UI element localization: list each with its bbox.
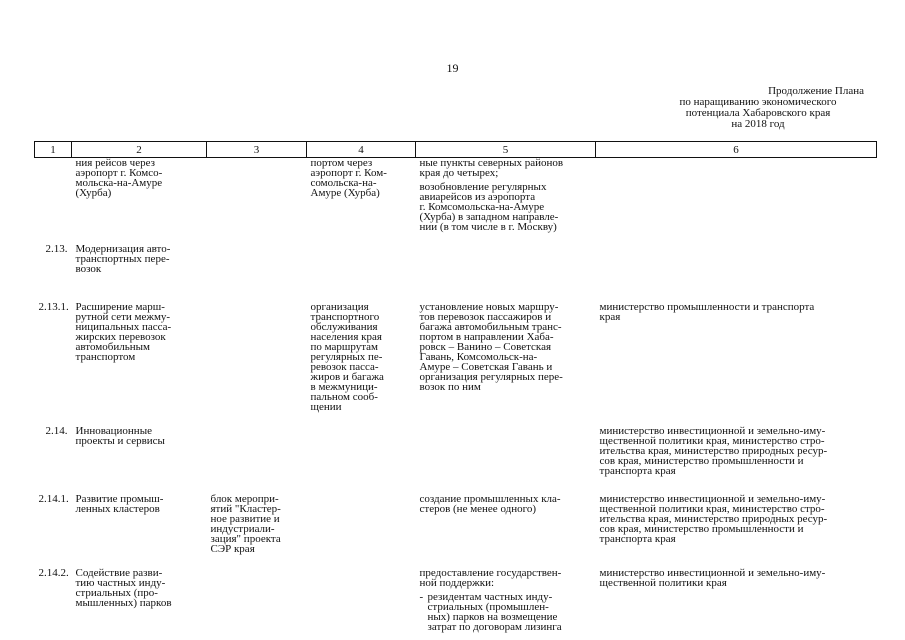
table-row — [35, 244, 877, 302]
cell-line: обслуживания — [310, 321, 378, 333]
activity-cell — [72, 426, 207, 494]
row-number-cell: 2.14. — [45, 425, 68, 437]
result-cell — [416, 568, 596, 632]
cell-line: багажа автомобильным транс- — [419, 321, 562, 333]
cell-line: мышленных) парков — [75, 597, 172, 609]
cell-line: Развитие промыш- — [75, 493, 164, 505]
result-cell — [416, 158, 596, 245]
responsible-cell — [596, 494, 877, 568]
activity-cell — [72, 568, 207, 632]
column-header: 1 — [35, 142, 72, 158]
column-header: 6 — [596, 142, 877, 158]
cell-line: щении — [310, 401, 342, 413]
cell-line: ревозок пасса- — [310, 361, 379, 373]
cell-line: аэропорт г. Ком- — [310, 167, 387, 179]
cell-line: ровск – Ванино – Советская — [419, 341, 552, 353]
column-header: 4 — [307, 142, 416, 158]
table-row — [35, 158, 877, 245]
cell-line: регулярных пе- — [310, 351, 383, 363]
row-number-cell: 2.13. — [45, 243, 68, 255]
plan-table — [34, 141, 877, 632]
continuation-title: Продолжение Плана — [768, 85, 864, 97]
continuation-line: на 2018 год — [731, 118, 785, 130]
cell-line: ной поддержки: — [419, 577, 495, 589]
cell-line: тов перевозок пассажиров и — [419, 311, 552, 323]
bullet-text — [428, 592, 592, 632]
goal-cell — [307, 426, 416, 494]
table-row — [35, 426, 877, 494]
row-number-cell: 2.14.2. — [38, 567, 69, 579]
project-block-cell — [207, 568, 307, 632]
row-number-cell: 2.13.1. — [38, 301, 69, 313]
cell-line: жирских перевозок — [75, 331, 166, 343]
responsible-cell — [596, 302, 877, 426]
cell-line: щественной политики края — [599, 577, 727, 589]
cell-line: щественной политики края, министерство стро- — [599, 503, 825, 515]
cell-line: (Хурба) в западном направле- — [419, 211, 559, 223]
cell-line: возобновление регулярных — [419, 181, 547, 193]
cell-line: организация регулярных пере- — [419, 371, 563, 383]
row-number-cell — [35, 158, 72, 245]
result-cell — [416, 302, 596, 426]
continuation-line: потенциала Хабаровского края — [685, 107, 831, 119]
cell-line: Инновационные — [75, 425, 152, 437]
goal-cell — [307, 302, 416, 426]
bullet-item — [420, 592, 592, 632]
cell-line: транспорта края — [599, 465, 676, 477]
cell-line: министерство инвестиционной и земельно-иму- — [599, 567, 826, 579]
cell-line: возок по ним — [419, 381, 481, 393]
cell-line: министерство инвестиционной и земельно-иму- — [599, 493, 826, 505]
cell-line: ные пункты северных районов — [419, 157, 564, 169]
page-number: 19 — [446, 61, 459, 75]
result-cell — [416, 426, 596, 494]
continuation-line: по наращиванию экономического — [679, 96, 837, 108]
result-cell — [416, 244, 596, 302]
activity-cell — [72, 494, 207, 568]
table-row — [35, 568, 877, 632]
responsible-cell — [596, 426, 877, 494]
cell-line: сомольска-на- — [310, 177, 377, 189]
column-header: 2 — [72, 142, 207, 158]
activity-cell — [72, 244, 207, 302]
result-paragraph — [420, 494, 592, 514]
column-header: 5 — [416, 142, 596, 158]
cell-line: населения края — [310, 331, 382, 343]
cell-line: аэропорт г. Комсо- — [75, 167, 163, 179]
cell-line: г. Комсомольска-на-Амуре — [419, 201, 545, 213]
cell-line: тию частных инду- — [75, 577, 166, 589]
cell-line: Амуре – Советская Гавань и — [419, 361, 553, 373]
cell-line: ятий "Кластер- — [210, 503, 281, 515]
cell-line: министерство инвестиционной и земельно-иму- — [599, 425, 826, 437]
cell-line: жиров и багажа — [310, 371, 384, 383]
cell-line: ниципальных пасса- — [75, 321, 172, 333]
table-row — [35, 494, 877, 568]
responsible-cell — [596, 568, 877, 632]
row-number-cell: 2.14.1. — [38, 493, 69, 505]
table-body — [35, 158, 877, 633]
project-block-cell — [207, 302, 307, 426]
cell-line: портом через — [310, 157, 373, 169]
cell-line: в межмуници- — [310, 381, 378, 393]
cell-line: транспортных пере- — [75, 253, 170, 265]
cell-line: блок меропри- — [210, 493, 279, 505]
cell-line: ния рейсов через — [75, 157, 155, 169]
cell-line: рутной сети межму- — [75, 311, 171, 323]
table-row — [35, 302, 877, 426]
cell-line: автомобильным — [75, 341, 150, 353]
cell-line: сов края, министерство промышленности и — [599, 523, 804, 535]
cell-line: края до четырех; — [419, 167, 499, 179]
cell-line: индустриали- — [210, 523, 275, 535]
goal-cell — [307, 244, 416, 302]
result-paragraph — [420, 302, 592, 392]
cell-line: по маршрутам — [310, 341, 379, 353]
table-header-row — [35, 142, 877, 158]
cell-line: ительства края, министерство природных ресур- — [599, 445, 828, 457]
project-block-cell — [207, 494, 307, 568]
cell-line: СЭР края — [210, 543, 255, 555]
cell-line: Гавань, Комсомольск-на- — [419, 351, 538, 363]
cell-line: (Хурба) — [75, 187, 112, 199]
cell-line: транспорта края — [599, 533, 676, 545]
cell-line: пальном сооб- — [310, 391, 378, 403]
goal-cell — [307, 158, 416, 245]
cell-line: Модернизация авто- — [75, 243, 171, 255]
cell-line: министерство промышленности и транспорта — [599, 301, 815, 313]
goal-cell — [307, 494, 416, 568]
project-block-cell — [207, 244, 307, 302]
cell-line: Содействие разви- — [75, 567, 163, 579]
cell-line: авиарейсов из аэропорта — [419, 191, 536, 203]
cell-line: стриальных (про- — [75, 587, 158, 599]
result-paragraph — [420, 158, 592, 178]
cell-line: возок — [75, 263, 102, 275]
cell-line: транспортом — [75, 351, 136, 363]
cell-line: портом в направлении Хаба- — [419, 331, 554, 343]
cell-line: организация — [310, 301, 369, 313]
continuation-header — [648, 86, 868, 130]
cell-line: края — [599, 311, 621, 323]
cell-line: стриальных (промышлен- — [427, 601, 549, 613]
result-paragraph — [420, 568, 592, 588]
cell-line: транспортного — [310, 311, 380, 323]
activity-cell — [72, 302, 207, 426]
result-paragraph — [420, 182, 592, 232]
project-block-cell — [207, 158, 307, 245]
responsible-cell — [596, 158, 877, 245]
cell-line: сов края, министерство промышленности и — [599, 455, 804, 467]
cell-line: ленных кластеров — [75, 503, 160, 515]
responsible-cell — [596, 244, 877, 302]
cell-line: предоставление государствен- — [419, 567, 562, 579]
goal-cell — [307, 568, 416, 632]
column-header: 3 — [207, 142, 307, 158]
cell-line: зация" проекта — [210, 533, 281, 545]
cell-line: установление новых маршру- — [419, 301, 559, 313]
cell-line: мольска-на-Амуре — [75, 177, 163, 189]
project-block-cell — [207, 426, 307, 494]
cell-line: нии (в том числе в г. Москву) — [419, 221, 557, 233]
activity-cell — [72, 158, 207, 245]
cell-line: затрат по договорам лизинга — [427, 621, 562, 633]
cell-line: Расширение марш- — [75, 301, 165, 313]
cell-line: Амуре (Хурба) — [310, 187, 380, 199]
cell-line: резидентам частных инду- — [427, 591, 553, 603]
cell-line: стеров (не менее одного) — [419, 503, 537, 515]
cell-line: ных) парков на возмещение — [427, 611, 558, 623]
cell-line: щественной политики края, министерство стро- — [599, 435, 825, 447]
result-cell — [416, 494, 596, 568]
cell-line: создание промышленных кла- — [419, 493, 561, 505]
cell-line: проекты и сервисы — [75, 435, 165, 447]
cell-line: ительства края, министерство природных ресур- — [599, 513, 828, 525]
bullet-dash: - — [419, 591, 424, 603]
cell-line: ное развитие и — [210, 513, 280, 525]
